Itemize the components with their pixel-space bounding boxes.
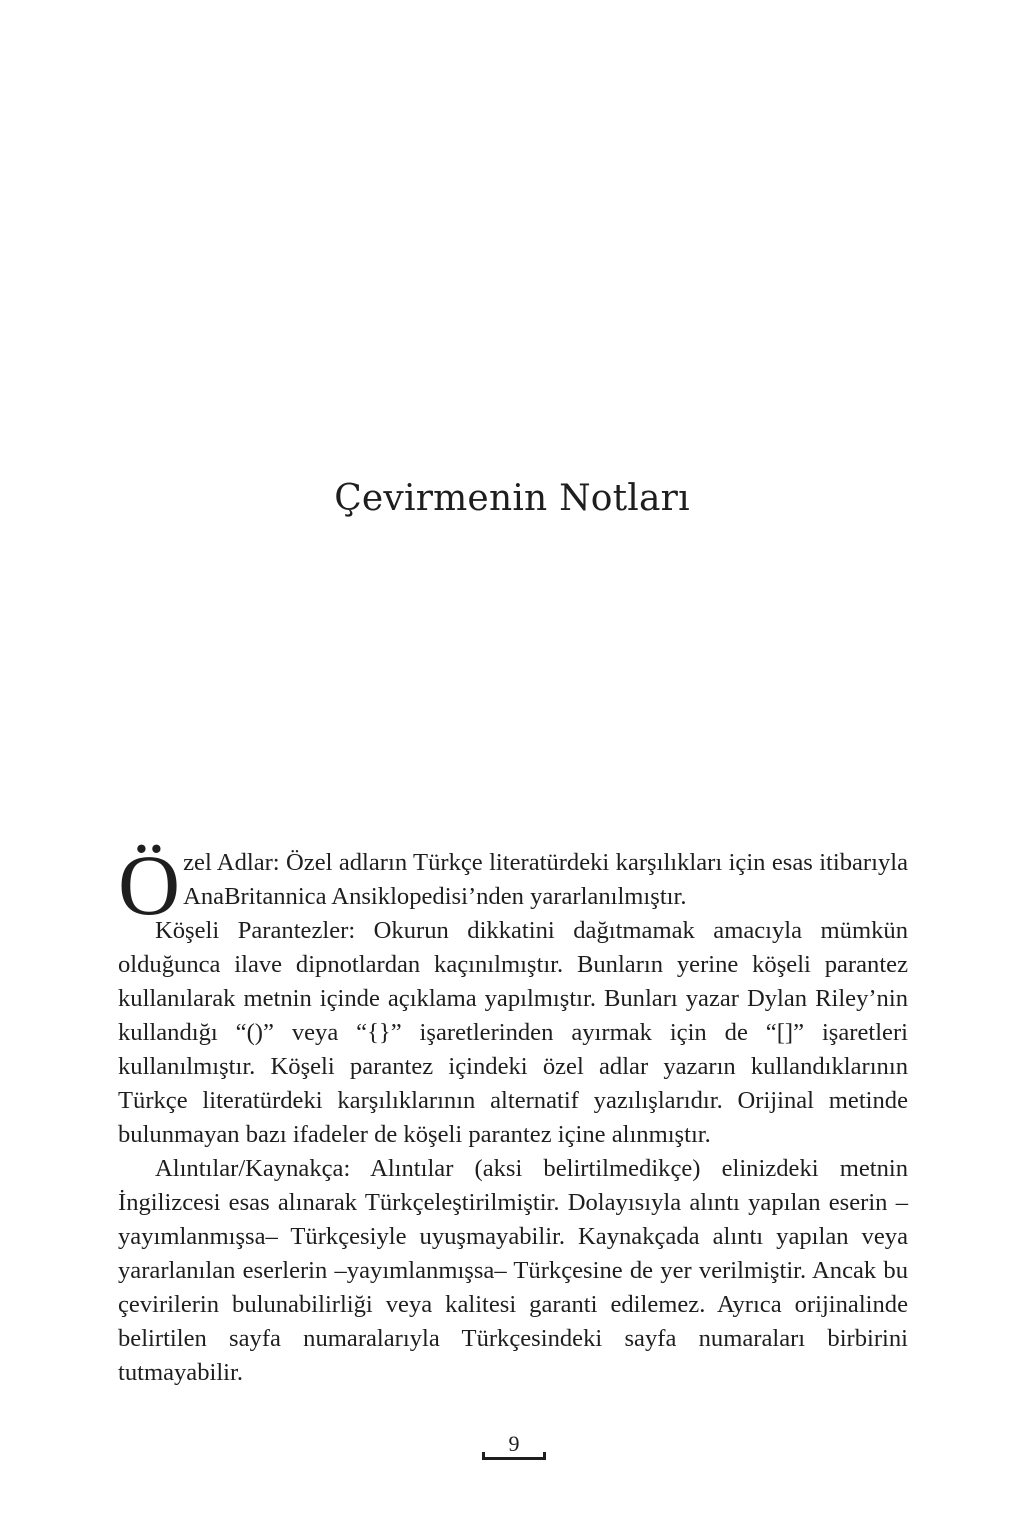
footer-rule <box>482 1457 546 1460</box>
paragraph-alintilar-kaynakca: Alıntılar/Kaynakça: Alıntılar (aksi belirtilmedikçe) elinizdeki metnin İngilizcesi esas alınarak Türkçeleştirilmiştir. Dolayısıyla alıntı yapılan eserin –yayımlanmışsa– Türkçesiyle uyuşmayabilir. Kaynakçada alıntı yapılan veya yararlanılan eserlerin –yayımlanmışsa– Türkçesine de yer verilmiştir. Ancak bu çevirilerin bulunabilirliği veya kalitesi garanti edilemez. Ayrıca orijinalinde belirtilen sayfa numaralarıyla Türkçesindeki sayfa numaraları birbirini tutmayabilir. <box>118 1155 908 1386</box>
body-text <box>118 837 908 1390</box>
page-title: Çevirmenin Notları <box>334 478 690 519</box>
paragraph-ozel-adlar <box>118 837 908 933</box>
page-footer <box>482 1432 546 1462</box>
drop-cap: Ö <box>118 837 181 933</box>
paragraph-ozel-adlar-text: zel Adlar: Özel adların Türkçe literatürdeki karşılıkları için esas itibarıyla AnaBritannica Ansiklopedisi’nden yararlanılmıştır. <box>183 849 908 910</box>
paragraph-koseli-parantezler: Köşeli Parantezler: Okurun dikkatini dağıtmamak amacıyla mümkün olduğunca ilave dipnotlardan kaçınılmıştır. Bunların yerine köşeli parantez kullanılarak metnin içinde açıklama yapılmıştır. Bunları yazar Dylan Riley’nin kullandığı “()” veya “{}” işaretlerinden ayırmak için de “[]” işaretleri kullanılmıştır. Köşeli parantez içindeki özel adlar yazarın kullandıklarının Türkçe literatürdeki karşılıklarının alternatif yazılışlarıdır. Orijinal metinde bulunmayan bazı ifadeler de köşeli parantez içine alınmıştır. <box>118 917 908 1148</box>
page-number: 9 <box>508 1431 520 1456</box>
